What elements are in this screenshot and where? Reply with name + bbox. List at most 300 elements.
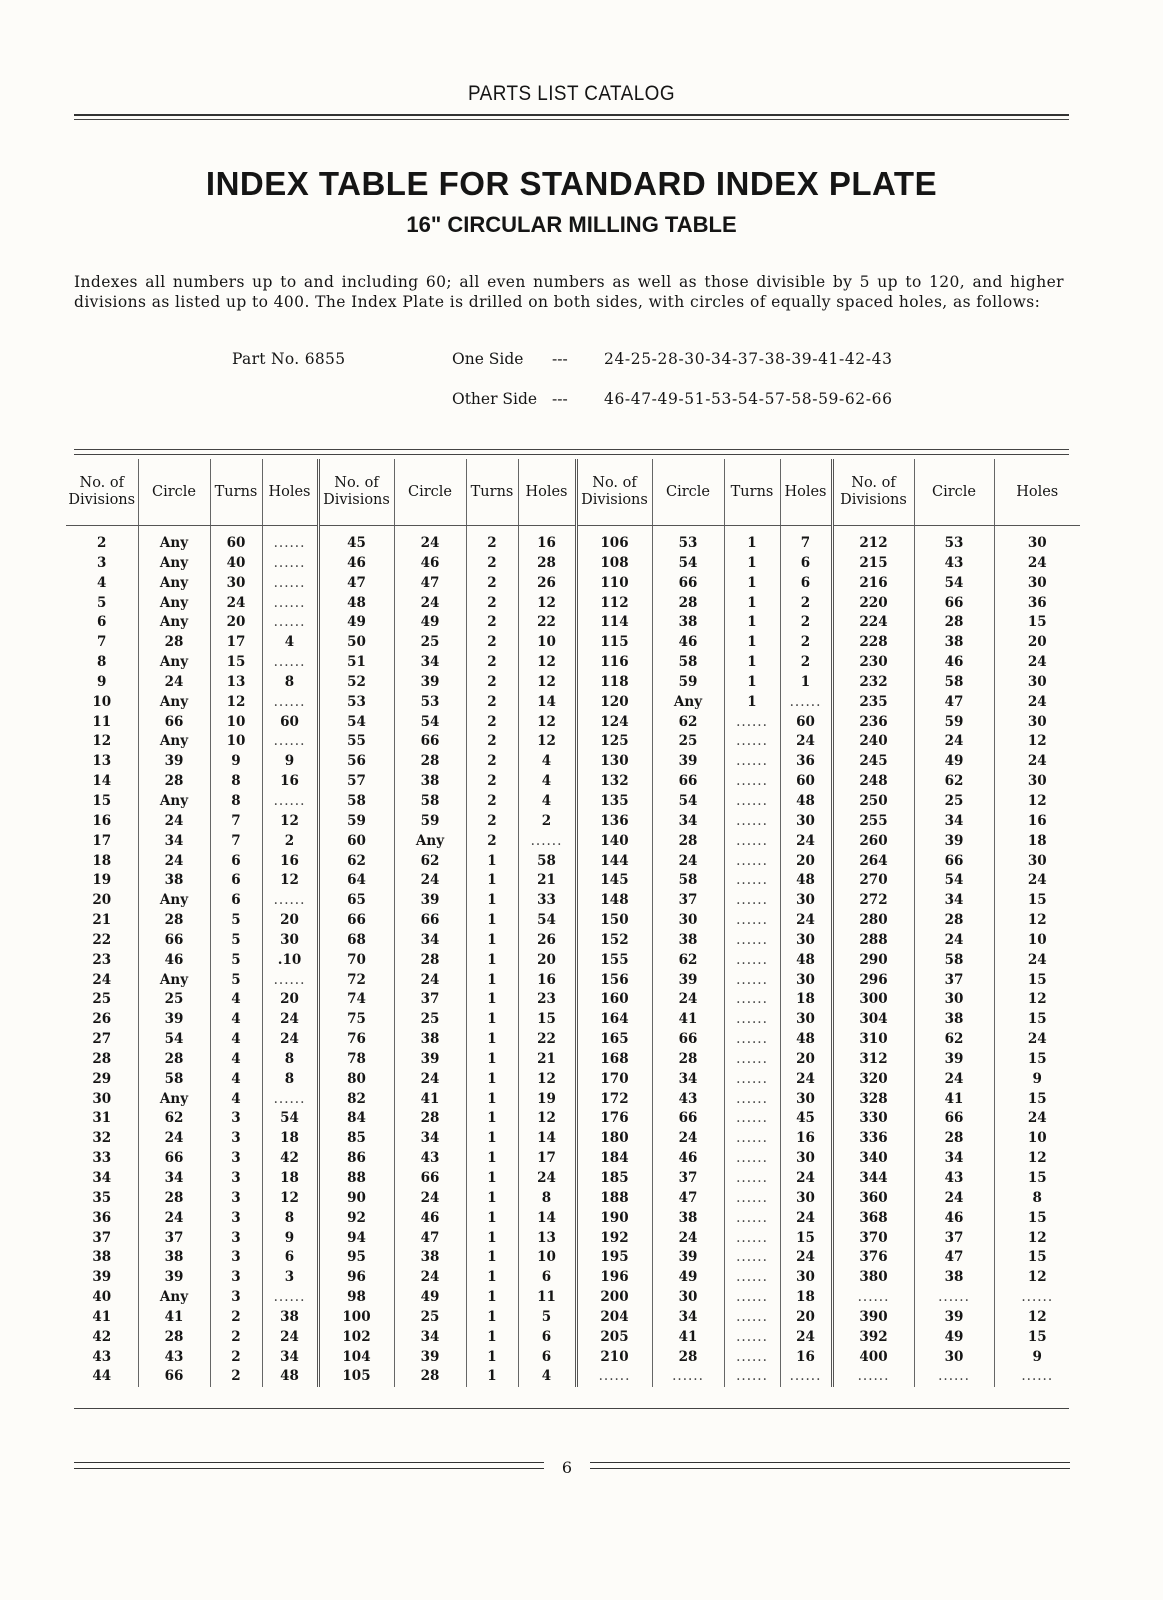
circle-cell: 34 [394,931,466,951]
circle-cell: 39 [394,891,466,911]
turns-cell: 24 [210,594,262,614]
table-row [66,613,1080,633]
divisions-cell: 270 [832,871,914,891]
divisions-cell: 390 [832,1308,914,1328]
turns-cell: 2 [466,832,518,852]
holes-cell: 20 [780,1308,832,1328]
turns-cell: 4 [210,1030,262,1050]
divisions-cell: 106 [576,526,652,554]
circle-cell: 46 [394,554,466,574]
holes-cell [262,971,318,991]
col-header-divisions: No. of Divisions [66,459,138,526]
turns-cell: 1 [466,1189,518,1209]
turns-cell [724,832,780,852]
holes-cell: 1 [780,673,832,693]
holes-cell: 36 [994,594,1080,614]
holes-cell: 12 [994,1308,1080,1328]
col-header-circle: Circle [652,459,724,526]
turns-cell [724,1189,780,1209]
turns-cell [724,1367,780,1387]
divisions-cell: 82 [318,1090,394,1110]
table-header-row [66,459,1080,526]
holes-cell: 30 [780,971,832,991]
divisions-cell: 150 [576,911,652,931]
divisions-cell: 59 [318,812,394,832]
table-row [66,1367,1080,1387]
table-row [66,732,1080,752]
divisions-cell: 296 [832,971,914,991]
empty-placeholder: ...... [857,1289,890,1306]
divisions-cell: 98 [318,1288,394,1308]
divisions-cell: 45 [318,526,394,554]
turns-cell: 9 [210,752,262,772]
circle-cell: Any [138,1288,210,1308]
circle-cell: 47 [394,1229,466,1249]
empty-placeholder: ...... [1021,1289,1054,1306]
holes-cell: 10 [994,1129,1080,1149]
turns-cell: 1 [466,1248,518,1268]
turns-cell: 1 [724,653,780,673]
divisions-cell: 235 [832,693,914,713]
divisions-cell: 4 [97,574,107,591]
circle-cell: 59 [914,713,994,733]
divisions-cell: 336 [832,1129,914,1149]
empty-placeholder: ...... [736,951,768,968]
circle-cell: 24 [914,1189,994,1209]
holes-cell [262,1288,318,1308]
divisions-cell: 9 [97,673,107,690]
holes-cell: 26 [518,931,576,951]
turns-cell: 2 [466,732,518,752]
holes-cell [518,832,576,852]
divisions-cell: 144 [576,852,652,872]
turns-cell: 2 [466,554,518,574]
table-row [66,1090,1080,1110]
holes-cell: 28 [518,554,576,574]
empty-placeholder: ...... [789,1368,822,1385]
divisions-cell: 2 [97,535,107,551]
divisions-cell: 210 [576,1348,652,1368]
divisions-cell: 10 [92,693,112,710]
turns-cell: 1 [466,891,518,911]
table-row [66,653,1080,673]
holes-cell: 10 [518,1248,576,1268]
empty-placeholder: ...... [736,773,768,790]
divisions-cell: 105 [318,1367,394,1387]
turns-cell: 1 [466,1090,518,1110]
col-header-turns: Turns [724,459,780,526]
divisions-cell: 156 [576,971,652,991]
turns-cell: 4 [210,1010,262,1030]
divisions-cell: 76 [318,1030,394,1050]
holes-cell: 24 [780,911,832,931]
empty-placeholder: ...... [736,1249,768,1266]
divisions-cell: 104 [318,1348,394,1368]
divisions-cell: 135 [576,792,652,812]
holes-cell: 30 [780,891,832,911]
circle-cell: 62 [914,1030,994,1050]
circle-cell: 28 [394,951,466,971]
turns-cell: 2 [466,772,518,792]
turns-cell [724,1229,780,1249]
divisions-cell: 288 [832,931,914,951]
holes-cell [262,792,318,812]
empty-placeholder: ...... [736,1090,768,1107]
circle-cell: Any [138,554,210,574]
holes-cell: 48 [780,951,832,971]
divisions-cell: 220 [832,594,914,614]
circle-cell: 28 [652,1348,724,1368]
holes-cell: 7 [780,526,832,554]
circle-cell: 41 [652,1328,724,1348]
divisions-cell: 155 [576,951,652,971]
table-row [66,633,1080,653]
circle-cell: 38 [394,772,466,792]
part-number: Part No. 6855 [232,350,346,368]
table-row [66,673,1080,693]
holes-cell: 12 [994,911,1080,931]
table-row [66,693,1080,713]
circle-cell: 37 [138,1229,210,1249]
holes-cell: 12 [994,990,1080,1010]
divisions-cell: 245 [832,752,914,772]
index-table [66,459,1080,1387]
circle-cell: 34 [394,653,466,673]
table-row [66,526,1080,554]
turns-cell: 2 [466,594,518,614]
turns-cell: 7 [210,812,262,832]
intro-paragraph: Indexes all numbers up to and including 60; all even numbers as well as those divisible by 5 up to 120, and higher divisions as listed up to 400. The Index Plate is drilled on both sides, with circles of equally spaced holes, as follows: [74,273,1064,311]
turns-cell: 12 [210,693,262,713]
divisions-cell: 8 [97,654,107,671]
holes-cell: 12 [518,653,576,673]
divisions-cell: 160 [576,990,652,1010]
header-rule-thin [74,119,1069,120]
divisions-cell: 380 [832,1268,914,1288]
turns-cell: 1 [466,1328,518,1348]
turns-cell: 10 [210,732,262,752]
side-label-one: One Side [452,350,524,368]
divisions-cell: 255 [832,812,914,832]
circle-cell: 62 [914,772,994,792]
divisions-cell: 36 [92,1209,112,1226]
turns-cell: 6 [210,871,262,891]
circle-cell: 62 [652,713,724,733]
circle-cell: 66 [914,594,994,614]
divisions-cell: 18 [92,852,112,869]
circle-cell: 24 [138,1209,210,1229]
empty-placeholder: ...... [736,991,768,1008]
divisions-cell: 23 [92,951,112,968]
holes-cell: 15 [994,891,1080,911]
turns-cell: 1 [466,971,518,991]
divisions-cell: 114 [576,613,652,633]
table-row [66,594,1080,614]
holes-cell: 24 [262,1328,318,1348]
table-row [66,1348,1080,1368]
divisions-cell: 168 [576,1050,652,1070]
divisions-cell: 176 [576,1109,652,1129]
divisions-cell: 92 [318,1209,394,1229]
holes-cell: 30 [780,1189,832,1209]
holes-cell: 15 [994,1169,1080,1189]
holes-cell: 5 [518,1308,576,1328]
empty-placeholder: ...... [736,713,768,730]
circle-cell: 25 [394,1308,466,1328]
empty-placeholder: ...... [736,1269,768,1286]
holes-cell [262,732,318,752]
turns-cell: 4 [210,1090,262,1110]
circle-cell: 30 [914,1348,994,1368]
table-row [66,1149,1080,1169]
turns-cell [724,1030,780,1050]
circle-cell: 39 [394,1348,466,1368]
turns-cell: 5 [210,911,262,931]
divisions-cell: 19 [92,872,112,889]
holes-cell: 30 [780,1010,832,1030]
circle-cell: 24 [394,971,466,991]
table-row [66,990,1080,1010]
table-top-rule-2 [74,454,1069,455]
page-number: 6 [561,1458,573,1477]
turns-cell: 17 [210,633,262,653]
holes-cell: 20 [518,951,576,971]
turns-cell: 1 [466,1169,518,1189]
turns-cell [724,1070,780,1090]
turns-cell [724,792,780,812]
circle-cell: 46 [138,951,210,971]
turns-cell: 2 [210,1348,262,1368]
divisions-cell: 42 [92,1328,112,1345]
holes-cell: 48 [780,1030,832,1050]
circle-cell: Any [138,732,210,752]
turns-cell: 8 [210,772,262,792]
catalog-header: PARTS LIST CATALOG [468,82,675,105]
turns-cell: 3 [210,1248,262,1268]
circle-cell: 28 [394,1367,466,1387]
table-row [66,1010,1080,1030]
divisions-cell: 205 [576,1328,652,1348]
footer-rule-right [590,1462,1070,1469]
divisions-cell: 236 [832,713,914,733]
empty-placeholder: ...... [736,1170,768,1186]
table-row [66,911,1080,931]
turns-cell [724,1090,780,1110]
circle-cell: 47 [914,1248,994,1268]
holes-cell: 18 [780,1288,832,1308]
holes-cell: 24 [994,1030,1080,1050]
divisions-cell: 37 [92,1229,112,1246]
circle-cell: 24 [914,931,994,951]
circle-cell: 66 [652,1109,724,1129]
circle-cell: 34 [914,891,994,911]
table-row [66,812,1080,832]
holes-cell [262,891,318,911]
divisions-cell: 232 [832,673,914,693]
divisions-cell: 74 [318,990,394,1010]
divisions-cell: 260 [832,832,914,852]
circle-cell: 28 [914,911,994,931]
holes-cell [262,653,318,673]
holes-cell [262,526,318,554]
circle-cell: Any [394,832,466,852]
divisions-cell: 132 [576,772,652,792]
empty-placeholder: ...... [736,1070,768,1087]
table-row [66,792,1080,812]
holes-cell: 2 [262,832,318,852]
circle-cell: 24 [394,594,466,614]
divisions-cell: 204 [576,1308,652,1328]
holes-cell: 11 [518,1288,576,1308]
col-header-divisions: No. of Divisions [832,459,914,526]
holes-cell: 15 [780,1229,832,1249]
turns-cell: 2 [466,693,518,713]
turns-cell: 5 [210,951,262,971]
turns-cell: 2 [466,526,518,554]
circle-cell: 38 [914,1010,994,1030]
circle-cell: Any [138,891,210,911]
turns-cell: 2 [210,1328,262,1348]
turns-cell: 1 [466,871,518,891]
divisions-cell: 110 [576,574,652,594]
circle-cell: 37 [914,971,994,991]
holes-cell: 22 [518,613,576,633]
empty-placeholder: ...... [273,693,306,710]
circle-cell: 62 [394,852,466,872]
divisions-cell: 26 [92,1011,112,1028]
divisions-cell: 6 [97,614,107,631]
turns-cell: 40 [210,554,262,574]
col-header-divisions: No. of Divisions [318,459,394,526]
circle-cell: 30 [914,990,994,1010]
holes-cell: 6 [518,1268,576,1288]
empty-placeholder: ...... [273,971,306,988]
circle-cell: 39 [138,1268,210,1288]
circle-cell: 66 [394,732,466,752]
divisions-cell: 51 [318,653,394,673]
turns-cell: 3 [210,1169,262,1189]
turns-cell: 30 [210,574,262,594]
divisions-cell: 21 [92,912,112,929]
empty-placeholder: ...... [273,1289,306,1306]
circle-cell: 24 [652,990,724,1010]
empty-placeholder: ...... [672,1368,704,1385]
circle-cell [914,1367,994,1387]
circle-cell: 41 [914,1090,994,1110]
holes-cell: 4 [518,772,576,792]
circle-cell: 28 [138,1328,210,1348]
circle-cell: 54 [652,792,724,812]
empty-placeholder: ...... [736,1328,768,1345]
divisions-cell: 200 [576,1288,652,1308]
divisions-cell: 188 [576,1189,652,1209]
table-row [66,1030,1080,1050]
divisions-cell: 125 [576,732,652,752]
circle-cell: 41 [394,1090,466,1110]
empty-placeholder: ...... [938,1289,970,1306]
circle-cell: 58 [394,792,466,812]
table-row [66,1129,1080,1149]
divisions-cell: 29 [92,1070,112,1087]
divisions-cell: 180 [576,1129,652,1149]
circle-cell: Any [138,613,210,633]
divisions-cell: 78 [318,1050,394,1070]
turns-cell [724,812,780,832]
turns-cell: 1 [466,1348,518,1368]
turns-cell: 2 [466,812,518,832]
holes-cell: 12 [994,1149,1080,1169]
empty-placeholder: ...... [736,872,768,889]
holes-cell: 9 [262,752,318,772]
circle-cell: 38 [652,1209,724,1229]
divisions-cell: 264 [832,852,914,872]
col-header-holes: Holes [780,459,832,526]
holes-cell: 15 [994,613,1080,633]
empty-placeholder: ...... [273,654,306,671]
turns-cell: 3 [210,1209,262,1229]
holes-cell: 60 [780,713,832,733]
divisions-cell: 120 [576,693,652,713]
holes-cell: 16 [780,1348,832,1368]
divisions-cell: 290 [832,951,914,971]
circle-cell: 41 [138,1308,210,1328]
turns-cell: 1 [724,554,780,574]
circle-cell: 28 [652,832,724,852]
table-row [66,1229,1080,1249]
turns-cell [724,911,780,931]
turns-cell: 1 [466,1070,518,1090]
circle-cell: 49 [652,1268,724,1288]
holes-cell: 18 [262,1129,318,1149]
empty-placeholder: ...... [736,1209,768,1226]
table-row [66,574,1080,594]
divisions-cell: 11 [92,713,112,730]
circle-cell: 24 [394,1189,466,1209]
divisions-cell: 66 [318,911,394,931]
divisions-cell: 250 [832,792,914,812]
empty-placeholder: ...... [273,1090,306,1107]
turns-cell [724,1169,780,1189]
circle-cell: 39 [394,1050,466,1070]
circle-cell: 47 [394,574,466,594]
divisions-cell: 50 [318,633,394,653]
divisions-cell [832,1288,914,1308]
turns-cell [724,990,780,1010]
divisions-cell: 52 [318,673,394,693]
holes-cell: 12 [518,673,576,693]
holes-cell: 34 [262,1348,318,1368]
holes-cell: 8 [518,1189,576,1209]
circle-cell: 46 [914,1209,994,1229]
holes-cell: 9 [262,1229,318,1249]
holes-cell: .10 [262,951,318,971]
divisions-cell: 368 [832,1209,914,1229]
divisions-cell: 140 [576,832,652,852]
divisions-cell: 65 [318,891,394,911]
divisions-cell: 5 [97,594,107,611]
circle-cell: 38 [394,1030,466,1050]
holes-cell: 22 [518,1030,576,1050]
turns-cell: 1 [466,990,518,1010]
holes-cell: 9 [994,1348,1080,1368]
table-row [66,1248,1080,1268]
holes-cell [994,1288,1080,1308]
circle-cell: 28 [394,1109,466,1129]
turns-cell [724,931,780,951]
empty-placeholder: ...... [736,1031,768,1048]
circle-cell: 66 [394,911,466,931]
holes-cell: 24 [780,732,832,752]
